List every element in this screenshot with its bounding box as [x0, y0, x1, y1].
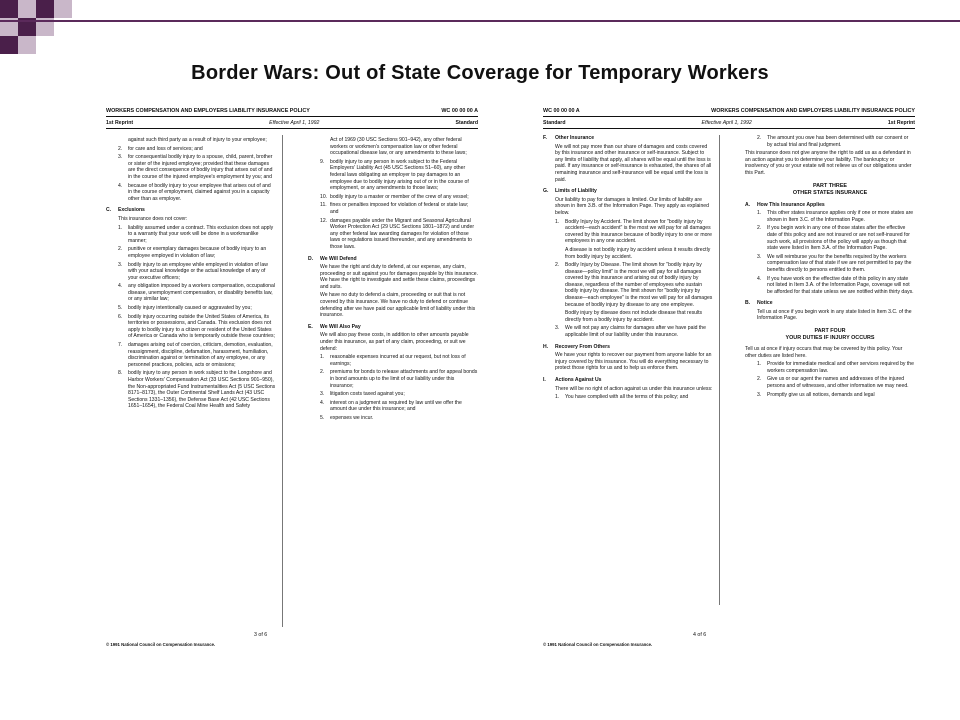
page-number: 4 of 6 — [693, 632, 707, 638]
column-1 — [106, 135, 276, 422]
list-item: 2. punitive or exemplary damages because of bodily injury to an employee employed in violation of law; — [118, 246, 267, 259]
paragraph: This insurance does not cover: — [118, 215, 188, 222]
list-item: 1. Bodily Injury by Accident. The limit shown for "bodily injury by accident—each accident" is the most we will pay for all damages covered by this insurance because of bodily injury to one or more employees in any one accident. — [555, 218, 712, 245]
list-item: 1. Provide for immediate medical and other services required by the workers compensation law. — [757, 361, 914, 374]
decor-square — [18, 0, 36, 18]
list-item: 12. damages payable under the Migrant and Seasonal Agricultural Worker Protection Act (29 USC Sections 1801–1872) and under any other federal law awarding damages for violation of those laws or regulations issued thereunder, and any amendments to those laws. — [320, 217, 475, 250]
page-header — [106, 108, 478, 115]
title-rule — [0, 20, 960, 22]
paragraph: Tell us at once if you begin work in any state listed in Item 3.C. of the Information Page. — [757, 308, 912, 322]
section-heading: G. Limits of Liability — [543, 188, 597, 195]
page-header — [543, 108, 915, 115]
list-item: 1. You have complied with all the terms of this policy; and — [555, 394, 689, 401]
policy-page-right — [543, 108, 915, 647]
list-item: 2. If you begin work in any one of those states after the effective date of this policy and are not insured or are not self-insured for such work, all provisions of the policy will apply as though that state were listed in Item 3.A. of the Information Page. — [757, 225, 910, 252]
section-heading: I. Actions Against Us — [543, 377, 602, 383]
list-item: 2. Bodily Injury by Disease. The limit shown for "bodily injury by disease—policy limit" is the most we will pay for all damages covered by this insurance and arising out of bodily injury by disease, regardless of the number of employees who sustain bodily injury by disease. The limit shown for "bodily injury by disease—each employee" is the most we will pay for all damages because of bodily injury by disease to any one employee. — [555, 262, 713, 308]
list-item: 5. expenses we incur. — [320, 414, 374, 421]
list-item: 1. This other states insurance applies only if one or more states are shown in Item 3.C. of the Information Page. — [757, 210, 914, 223]
list-item: 3. for consequential bodily injury to a spouse, child, parent, brother or sister of the injured employee; provided that these damages are the direct consequence of bodily injury that arises out of and in the course of the injured employee's employment by you; and — [118, 154, 273, 180]
section-heading: H. Recovery From Others — [543, 343, 610, 350]
list-item: 1. liability assumed under a contract. This exclusion does not apply to a warranty that your work will be done in a workmanlike manner; — [118, 224, 274, 244]
list-item: 5. bodily injury intentionally caused or aggravated by you; — [118, 305, 252, 312]
section-heading: B. Notice — [745, 300, 773, 307]
paragraph: against such third party as a result of injury to your employee; — [128, 137, 267, 143]
list-item: 2. premiums for bonds to release attachments and for appeal bonds in bond amounts up to the limit of our liability under this insurance; — [320, 369, 478, 389]
list-item: 2. for care and loss of services; and — [118, 145, 203, 152]
effective-date: Effective April 1, 1992 — [701, 120, 752, 126]
list-item: 3. We will not pay any claims for damages after we have paid the applicable limit of our liability under this insurance. — [555, 325, 706, 339]
paragraph: Tell us at once if injury occurs that may be covered by this policy. Your other duties are listed here. — [745, 346, 903, 359]
list-item: 3. bodily injury to an employee while employed in violation of law with your actual knowledge or the actual knowledge of any of your executive officers; — [118, 261, 268, 281]
decor-square — [36, 0, 54, 18]
copyright: © 1991 National Council on Compensation Insurance. — [106, 642, 216, 647]
paragraph: We will not pay more than our share of damages and costs covered by this insurance and other insurance or self-insurance. Subject to any limits of liability that apply, all shares will be equal until the loss is paid. If any insurance or self-insurance is exhausted, the shares of all remaining insurance and self-insurance will be equal until the loss is paid. — [555, 143, 712, 183]
list-item: 9. bodily injury to any person in work subject to the Federal Employers' Liability Act (45 USC Sections 51–60), any other federal laws obligating an employer to pay damages to an employee due to bodily injury arising out of or in the course of employment, or any amendments to those laws; — [320, 158, 469, 192]
paragraph: Our liability to pay for damages is limited. Our limits of liability are shown in Item 3.B. of the Information Page. They apply as explained below. — [555, 196, 709, 216]
section-heading: C. Exclusions — [106, 207, 145, 214]
column-1 — [543, 135, 713, 401]
list-item: 3. We will reimburse you for the benefits required by the workers compensation law of that state if we are not permitted to pay the benefits directly to persons entitled to them. — [757, 253, 912, 273]
form-number: WC 00 00 00 A — [441, 108, 478, 114]
copyright: © 1991 National Council on Compensation Insurance. — [543, 642, 653, 647]
decor-square — [0, 0, 18, 18]
list-item: 3. litigation costs taxed against you; — [320, 391, 405, 398]
paragraph: A disease is not bodily injury by accident unless it results directly from bodily injury by accident. — [565, 246, 711, 260]
policy-page-left — [106, 108, 479, 647]
part-subheading: OTHER STATES INSURANCE — [792, 189, 868, 196]
slide-title: Border Wars: Out of State Coverage for Temporary Workers — [191, 62, 769, 84]
header-title: WORKERS COMPENSATION AND EMPLOYERS LIABILITY INSURANCE POLICY — [711, 108, 915, 114]
list-item: 1. reasonable expenses incurred at our request, but not loss of earnings; — [320, 354, 466, 367]
section-heading: A. How This Insurance Applies — [745, 201, 825, 208]
header-title: WORKERS COMPENSATION AND EMPLOYERS LIABILITY INSURANCE POLICY — [106, 108, 310, 114]
decor-square — [18, 36, 36, 54]
paragraph: We have your rights to recover our payment from anyone liable for an injury covered by this insurance. You will do everything necessary to protect those rights for us and to help us enforce them. — [555, 352, 712, 372]
list-item: 4. because of bodily injury to your employee that arises out of and in the course of employment, claimed against you in a capacity other than as employer. — [118, 182, 271, 202]
reprint-label: 1st Reprint — [887, 120, 915, 126]
page-number: 3 of 6 — [254, 632, 268, 638]
standard-label: Standard — [543, 120, 566, 126]
standard-label: Standard — [455, 120, 478, 126]
paragraph: We have no duty to defend a claim, proceeding or suit that is not covered by this insurance. We have no duty to defend or continue defending after we have paid our applicable limit of liability under this insurance. — [320, 292, 476, 319]
decor-square — [54, 0, 72, 18]
section-heading: F. Other Insurance — [543, 135, 595, 141]
section-heading: D. We Will Defend — [308, 255, 357, 262]
reprint-label: 1st Reprint — [106, 120, 134, 126]
paragraph: We will also pay these costs, in addition to other amounts payable under this insurance, as part of any claim, proceeding, or suit we defend: — [320, 332, 469, 352]
page-subheader — [106, 119, 478, 127]
list-item: 4. any obligation imposed by a workers compensation, occupational disease, unemployment compensation, or disability benefits law, or any similar law; — [118, 283, 275, 303]
paragraph: There will be no right of action against us under this insurance unless: — [555, 385, 713, 392]
part-heading: PART THREE — [812, 182, 848, 189]
list-item: 10. bodily injury to a master or member of the crew of any vessel; — [320, 193, 469, 200]
list-item: 4. If you have work on the effective date of this policy in any state not listed in Item 3.A. of the Information Page, coverage will not be afforded for that state unless we are notified within thirty days. — [757, 275, 914, 295]
list-item: 11. fines or penalties imposed for violation of federal or state law; and — [320, 202, 469, 215]
list-item: 8. bodily injury to any person in work subject to the Longshore and Harbor Workers' Compensation Act (33 USC Sections 901–950), the Non-appropriated Fund Instrumentalities Act (5 USC Sections 8171–8173), the Outer Continental Shelf Lands Act (43 USC Sections 1331–1356), the Defense Base Act (42 USC Sections 1651–1654), the Federal Coal Mine Health and Safety — [118, 370, 276, 410]
paragraph: We have the right and duty to defend, at our expense, any claim, proceeding or suit against you for damages payable by this insurance. We have the right to investigate and settle these claims, proceedings and suits. — [320, 264, 479, 290]
page-subheader — [543, 119, 915, 127]
list-item: 2. Give us or our agent the names and addresses of the injured persons and of witnesses, and other information we may need. — [757, 376, 909, 390]
paragraph: This insurance does not give anyone the right to add us as a defendant in an action against you to determine your liability. The bankruptcy or insolvency of you or your estate will not relieve us of our obligations under this Part. — [745, 150, 912, 176]
list-item: 6. bodily injury occurring outside the United States of America, its territories or possessions, and Canada. This exclusion does not apply to bodily injury to a citizen or resident of the United States of America or Canada who is temporarily outside these countries; — [118, 313, 275, 340]
decor-square — [0, 36, 18, 54]
column-2 — [745, 135, 915, 401]
list-item: 4. interest on a judgment as required by law until we offer the amount due under this insurance; and — [320, 399, 462, 413]
list-item: 3. Promptly give us all notices, demands and legal — [757, 391, 875, 398]
column-2 — [308, 135, 478, 422]
part-heading: PART FOUR — [814, 328, 846, 335]
effective-date: Effective April 1, 1992 — [269, 120, 320, 126]
section-heading: E. We Will Also Pay — [308, 323, 361, 330]
form-number: WC 00 00 00 A — [543, 108, 580, 114]
part-subheading: YOUR DUTIES IF INJURY OCCURS — [785, 335, 875, 342]
paragraph: Act of 1969 (30 USC Sections 901–942), any other federal workers or workmen's compensation law or other federal occupational disease law, or any amendments to these laws; — [330, 137, 467, 157]
list-item: 7. damages arising out of coercion, criticism, demotion, evaluation, reassignment, discipline, defamation, harassment, humiliation, discrimination against or termination of any employee, or any personnel practices, policies, acts or omissions; — [118, 342, 273, 368]
paragraph: Bodily injury by disease does not include disease that results directly from a bodily injury by accident. — [565, 310, 703, 323]
list-item: 2. The amount you owe has been determined with our consent or by actual trial and final judgment. — [757, 135, 909, 148]
